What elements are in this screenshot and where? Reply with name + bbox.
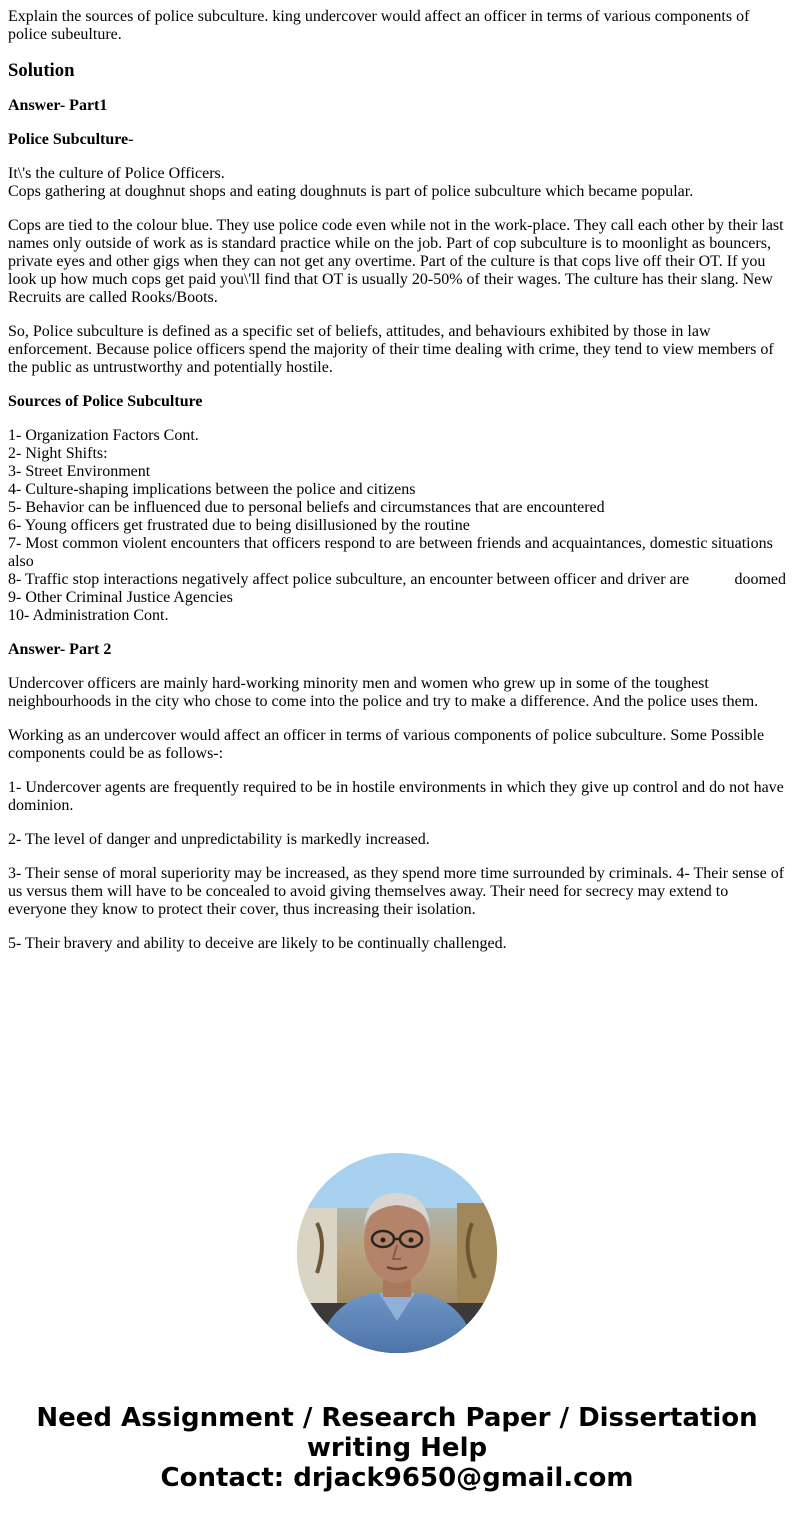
source-8-tail: doomed [734, 571, 786, 588]
source-item [8, 571, 786, 589]
source-item: 7- Most common violent encounters that officers respond to are between friends and acquaintances, domestic situations also [8, 535, 773, 570]
source-8-text: 8- Traffic stop interactions negatively affect police subculture, an encounter between officer and driver are [8, 571, 690, 588]
component-point-2: 2- The level of danger and unpredictability is markedly increased. [8, 831, 430, 848]
solution-title: Solution [8, 60, 75, 81]
contact-footer [0, 1403, 794, 1493]
avatar-illustration [297, 1153, 497, 1353]
components-paragraph: Working as an undercover would affect an officer in terms of various components of police subculture. Some Possible components could be as follows-: [8, 727, 765, 762]
source-item: 1- Organization Factors Cont. [8, 427, 199, 444]
component-point-3: 3- Their sense of moral superiority may be increased, as they spend more time surrounded by criminals. 4- Their sense of us versus them will have to be concealed to avoid giving themselves away. Their need for secrecy may extend to everyone they know to protect their cover, thus increasing their isolation. [8, 865, 785, 918]
part1-heading: Answer- Part1 [8, 97, 108, 114]
culture-paragraph: Cops are tied to the colour blue. They use police code even while not in the work-place. They call each other by their last names only outside of work as is standard practice while on the job. Part of cop subculture is to moonlight as bouncers, private eyes and other gigs when they can not get any overtime. Part of the culture is that cops live off their OT. If you look up how much cops get paid you\'ll find that OT is usually 20-50% of their wages. The culture has their slang. New Recruits are called Rooks/Boots. [8, 217, 784, 306]
sources-list [8, 427, 786, 625]
undercover-paragraph: Undercover officers are mainly hard-working minority men and women who grew up in some of the toughest neighbourhoods in the city who chose to come into the police and try to make a difference. And the police uses them. [8, 675, 759, 710]
question-text: Explain the sources of police subculture. king undercover would affect an officer in terms of various components of police subeulture. [8, 8, 750, 43]
footer-line-2: writing Help [306, 1433, 488, 1463]
component-point-5: 5- Their bravery and ability to deceive are likely to be continually challenged. [8, 935, 507, 952]
police-subculture-heading: Police Subculture- [8, 131, 134, 148]
footer-contact-email[interactable]: Contact: drjack9650@gmail.com [160, 1463, 634, 1493]
sources-heading: Sources of Police Subculture [8, 393, 203, 410]
source-item: 2- Night Shifts: [8, 445, 108, 462]
intro-paragraph [8, 165, 786, 201]
source-item: 4- Culture-shaping implications between the police and citizens [8, 481, 416, 498]
intro-line-1: It\'s the culture of Police Officers. [8, 165, 225, 182]
person-photo-icon [297, 1153, 497, 1353]
document-body [8, 8, 786, 969]
source-item: 3- Street Environment [8, 463, 151, 480]
footer-line-1: Need Assignment / Research Paper / Dissertation [36, 1403, 758, 1433]
source-item: 6- Young officers get frustrated due to being disillusioned by the routine [8, 517, 470, 534]
source-item: 5- Behavior can be influenced due to personal beliefs and circumstances that are encountered [8, 499, 605, 516]
source-item: 9- Other Criminal Justice Agencies [8, 589, 233, 606]
source-item: 10- Administration Cont. [8, 607, 169, 624]
component-point-1: 1- Undercover agents are frequently required to be in hostile environments in which they give up control and do not have dominion. [8, 779, 784, 814]
part2-heading: Answer- Part 2 [8, 641, 112, 658]
definition-paragraph: So, Police subculture is defined as a specific set of beliefs, attitudes, and behaviours exhibited by those in law enforcement. Because police officers spend the majority of their time dealing with crime, they tend to view members of the public as untrustworthy and potentially hostile. [8, 323, 774, 376]
intro-line-2: Cops gathering at doughnut shops and eating doughnuts is part of police subculture which became popular. [8, 183, 694, 200]
